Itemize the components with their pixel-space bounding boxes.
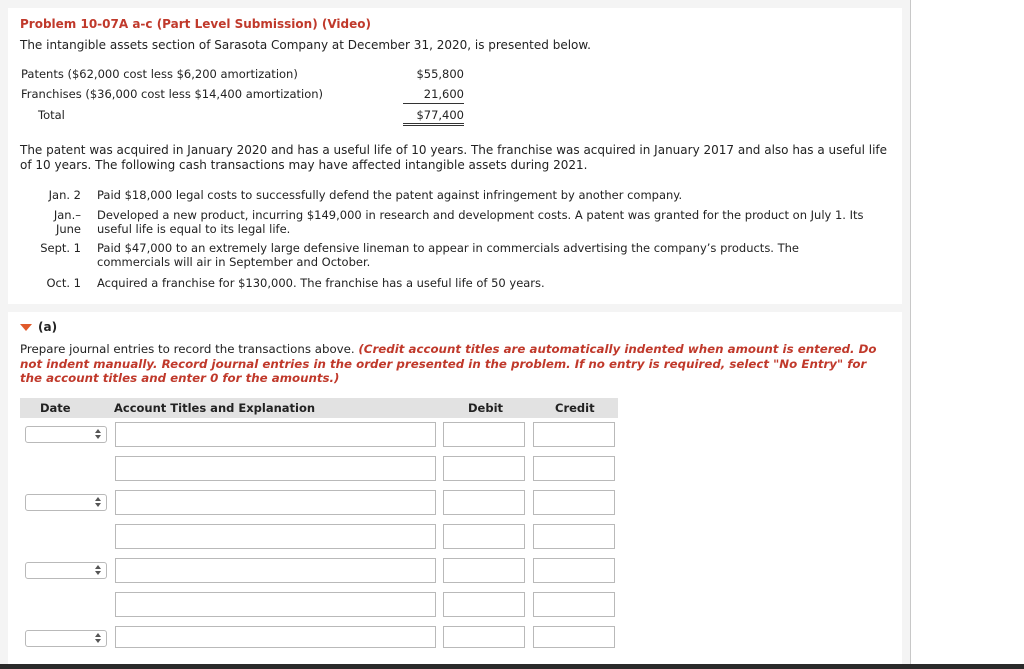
credit-input[interactable]: [533, 592, 615, 617]
collapse-triangle-icon[interactable]: [20, 324, 32, 331]
debit-input[interactable]: [443, 558, 525, 583]
subtotal-rule: [403, 103, 464, 104]
debit-input[interactable]: [443, 592, 525, 617]
total-double-rule: [403, 123, 464, 126]
txn-text: Acquired a franchise for $130,000. The franchise has a useful life of 50 years.: [97, 276, 545, 290]
txn-date: Jan.– June: [53, 208, 81, 236]
asset-label-franchises: Franchises ($36,000 cost less $14,400 amortization): [21, 87, 324, 101]
txn-date: Oct. 1: [46, 276, 81, 290]
select-arrows-icon: [95, 565, 101, 576]
part-a-toggle[interactable]: [20, 320, 57, 334]
asset-amount-total: $77,400: [416, 108, 464, 122]
credit-input[interactable]: [533, 422, 615, 447]
account-input[interactable]: [115, 524, 436, 549]
select-arrows-icon: [95, 633, 101, 644]
asset-label-patents: Patents ($62,000 cost less $6,200 amortization): [21, 67, 298, 81]
debit-input[interactable]: [443, 524, 525, 549]
txn-text: Paid $18,000 legal costs to successfully defend the patent against infringement by another company.: [97, 188, 683, 202]
credit-input[interactable]: [533, 524, 615, 549]
asset-amount-franchises: 21,600: [423, 87, 464, 101]
credit-input[interactable]: [533, 626, 615, 648]
debit-input[interactable]: [443, 490, 525, 515]
credit-input[interactable]: [533, 456, 615, 481]
panel-divider: [910, 0, 911, 669]
select-arrows-icon: [95, 429, 101, 440]
instruction-red: (Credit account titles are automatically indented when amount is entered. Do not indent manually. Record journal entries in the order presented in the problem. If no entry is required, select "No Entry" for the account titles and enter 0 for the amounts.): [20, 342, 877, 385]
header-date: Date: [40, 401, 71, 415]
debit-input[interactable]: [443, 422, 525, 447]
txn-date: Sept. 1: [40, 241, 81, 255]
problem-paragraph: The patent was acquired in January 2020 and has a useful life of 10 years. The franchise was acquired in January 2017 and also has a useful life of 10 years. The following cash transactions may have affected intangible assets during 2021.: [20, 143, 888, 172]
problem-title: Problem 10-07A a-c (Part Level Submission) (Video): [20, 17, 371, 31]
account-input[interactable]: [115, 422, 436, 447]
asset-label-total: Total: [38, 108, 65, 122]
asset-amount-patents: $55,800: [416, 67, 464, 81]
date-select[interactable]: [25, 426, 107, 443]
part-a-instructions: [20, 342, 890, 386]
account-input[interactable]: [115, 490, 436, 515]
debit-input[interactable]: [443, 626, 525, 648]
account-input[interactable]: [115, 626, 436, 648]
credit-input[interactable]: [533, 490, 615, 515]
account-input[interactable]: [115, 558, 436, 583]
header-account: Account Titles and Explanation: [114, 401, 316, 415]
select-arrows-icon: [95, 497, 101, 508]
bottom-edge: [0, 664, 1024, 669]
date-select[interactable]: [25, 494, 107, 511]
journal-header: [20, 398, 618, 418]
credit-input[interactable]: [533, 558, 615, 583]
problem-card: [8, 8, 902, 304]
instruction-plain: Prepare journal entries to record the transactions above.: [20, 342, 359, 356]
date-select[interactable]: [25, 630, 107, 647]
problem-intro: The intangible assets section of Sarasota Company at December 31, 2020, is presented below.: [20, 38, 591, 52]
header-credit: Credit: [555, 401, 595, 415]
txn-text: Developed a new product, incurring $149,000 in research and development costs. A patent was granted for the product on July 1. Its useful life is equal to its legal life.: [97, 208, 864, 236]
txn-text: Paid $47,000 to an extremely large defensive lineman to appear in commercials advertising the company’s products. The commercials will air in September and October.: [97, 241, 800, 269]
header-debit: Debit: [468, 401, 504, 415]
date-select[interactable]: [25, 562, 107, 579]
debit-input[interactable]: [443, 456, 525, 481]
part-a-label: (a): [38, 320, 58, 334]
txn-date: Jan. 2: [48, 188, 81, 202]
account-input[interactable]: [115, 456, 436, 481]
account-input[interactable]: [115, 592, 436, 617]
part-a-card: [8, 312, 902, 664]
